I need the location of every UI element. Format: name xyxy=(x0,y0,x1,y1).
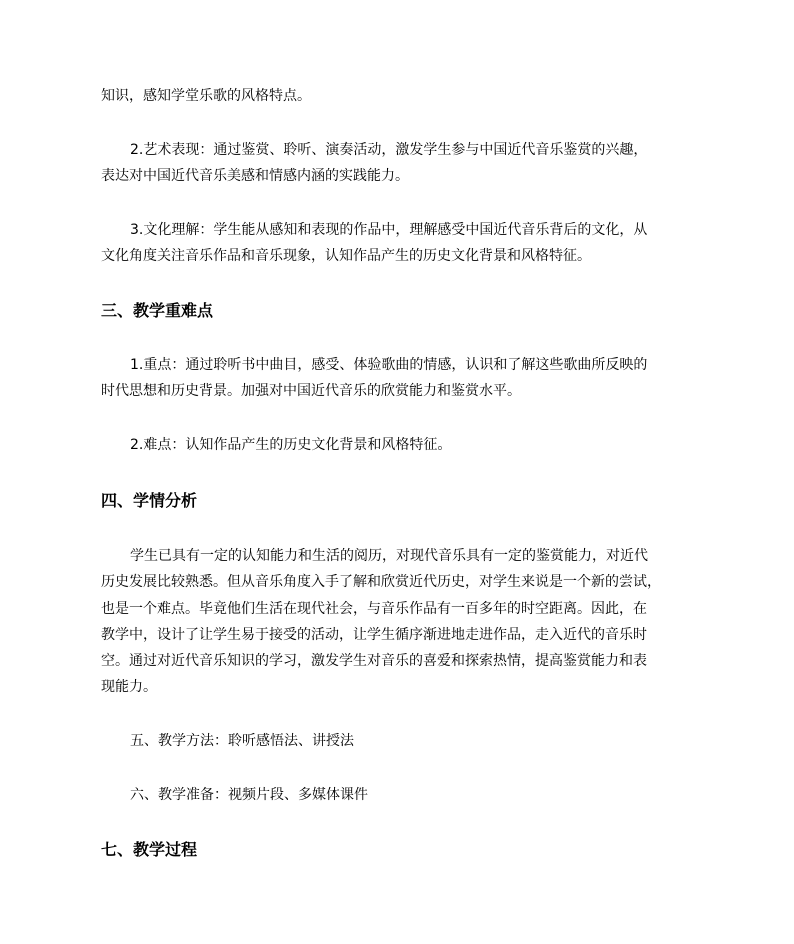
section-heading: 三、教学重难点 xyxy=(101,301,214,320)
text-line: 时代思想和历史背景。加强对中国近代音乐的欣赏能力和鉴赏水平。 xyxy=(101,383,521,399)
text-line: 六、教学准备：视频片段、多媒体课件 xyxy=(130,787,368,803)
text-line: 现能力。 xyxy=(101,679,157,695)
text-line: 也是一个难点。毕竟他们生活在现代社会，与音乐作品有一百多年的时空距离。因此，在 xyxy=(101,601,647,617)
text-line: 教学中，设计了让学生易于接受的活动，让学生循序渐进地走进作品，走入近代的音乐时 xyxy=(101,627,647,643)
text-line: 五、教学方法：聆听感悟法、讲授法 xyxy=(130,733,354,749)
text-line: 1.重点：通过聆听书中曲目，感受、体验歌曲的情感，认识和了解这些歌曲所反映的 xyxy=(130,357,648,373)
text-line: 2.艺术表现：通过鉴赏、聆听、演奏活动，激发学生参与中国近代音乐鉴赏的兴趣， xyxy=(130,142,648,158)
text-line: 历史发展比较熟悉。但从音乐角度入手了解和欣赏近代历史，对学生来说是一个新的尝试， xyxy=(101,574,661,590)
text-line: 文化角度关注音乐作品和音乐现象，认知作品产生的历史文化背景和风格特征。 xyxy=(101,248,591,264)
text-line: 3.文化理解：学生能从感知和表现的作品中，理解感受中国近代音乐背后的文化，从 xyxy=(130,222,648,238)
text-line: 学生已具有一定的认知能力和生活的阅历，对现代音乐具有一定的鉴赏能力，对近代 xyxy=(130,548,648,564)
text-line: 空。通过对近代音乐知识的学习，激发学生对音乐的喜爱和探索热情，提高鉴赏能力和表 xyxy=(101,653,647,669)
text-line: 2.难点：认知作品产生的历史文化背景和风格特征。 xyxy=(130,437,452,453)
text-line: 知识，感知学堂乐歌的风格特点。 xyxy=(101,88,311,104)
section-heading: 七、教学过程 xyxy=(101,840,198,859)
section-heading: 四、学情分析 xyxy=(101,491,198,510)
text-line: 表达对中国近代音乐美感和情感内涵的实践能力。 xyxy=(101,168,409,184)
